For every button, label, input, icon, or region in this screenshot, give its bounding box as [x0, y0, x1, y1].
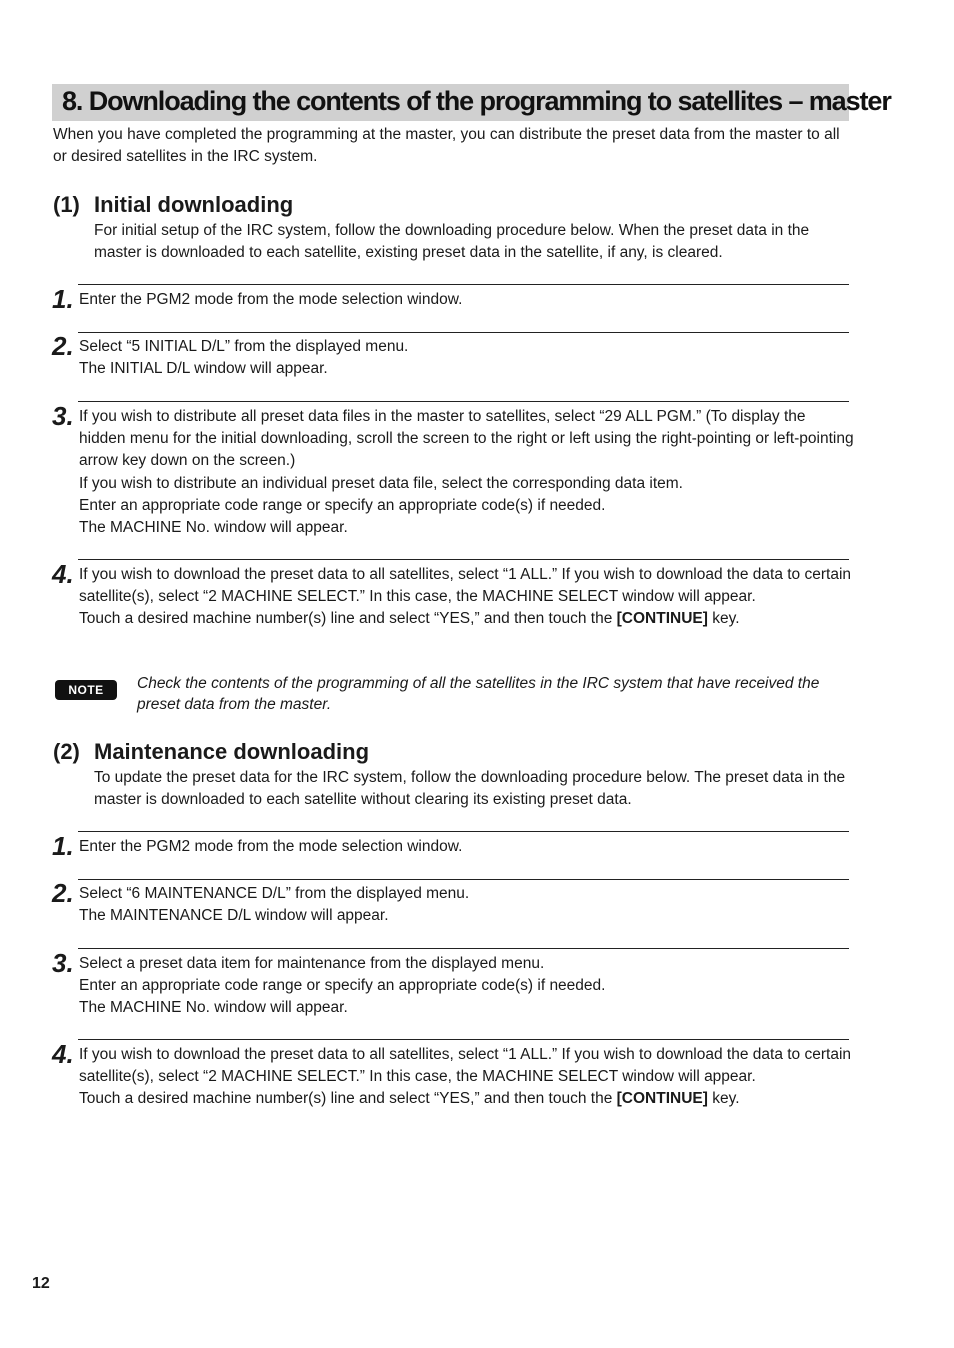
step-line [79, 1088, 854, 1110]
step-line: Select “6 MAINTENANCE D/L” from the displayed menu. [79, 885, 470, 902]
step-line: Enter an appropriate code range or specify an appropriate code(s) if needed. [79, 977, 606, 995]
step-text [79, 289, 854, 311]
section-title: Initial downloading [94, 192, 294, 217]
section-heading-maintenance [53, 739, 369, 765]
step-number: 3. [52, 948, 74, 978]
step-line: The INITIAL D/L window will appear. [79, 360, 328, 378]
page-number: 12 [32, 1275, 50, 1292]
step-line: If you wish to distribute all preset data files in the master to satellites, select “29 ALL PGM.” (To display the hidden menu for the initial downloading, scroll the screen to the right or left using the right-pointing or left-pointing arrow key down on the screen.) [79, 408, 854, 470]
step-line: Enter an appropriate code range or specify an appropriate code(s) if needed. [79, 496, 606, 514]
step-line-text: key. [707, 1090, 740, 1108]
step-text [79, 406, 854, 539]
step-line: If you wish to distribute an individual preset data file, select the corresponding data item. [79, 474, 683, 492]
step-divider [78, 831, 849, 832]
step-divider [78, 401, 849, 402]
step-number: 2. [52, 878, 74, 908]
step-line [79, 608, 854, 630]
step-line: Select “5 INITIAL D/L” from the displayed menu. [79, 338, 409, 355]
step-text [79, 836, 854, 858]
page-title: 8. Downloading the contents of the programming to satellites – master [62, 86, 891, 116]
step-line: The MACHINE No. window will appear. [79, 999, 348, 1017]
section-number: (1) [53, 192, 80, 217]
step-divider [78, 332, 849, 333]
step-text [79, 883, 854, 927]
step-line-text: key. [707, 610, 740, 628]
step-text [79, 1044, 854, 1111]
step-number: 4. [52, 559, 74, 589]
step-number: 2. [52, 331, 74, 361]
step-number: 4. [52, 1039, 74, 1069]
step-line: Enter the PGM2 mode from the mode selection window. [79, 291, 463, 308]
continue-key-label: [CONTINUE] [616, 1090, 708, 1108]
step-number: 1. [52, 831, 74, 861]
step-divider [78, 1039, 849, 1040]
step-divider [78, 948, 849, 949]
note-text: Check the contents of the programming of all the satellites in the IRC system that have received the preset data from the master. [137, 675, 820, 713]
step-line-text: Touch a desired machine number(s) line and select “YES,” and then touch the [79, 610, 617, 628]
page-title-bar [52, 84, 891, 121]
step-divider [78, 879, 849, 880]
section-description: To update the preset data for the IRC system, follow the downloading procedure below. The preset data in the master is downloaded to each satellite without clearing its existing preset data. [94, 769, 846, 808]
step-line: If you wish to download the preset data to all satellites, select “1 ALL.” If you wish to download the data to certain satellite(s), select “2 MACHINE SELECT.” In this case, the MACHINE SELECT window will appear. [79, 1046, 852, 1086]
step-line: Enter the PGM2 mode from the mode selection window. [79, 838, 463, 855]
step-text [79, 336, 854, 380]
section-title: Maintenance downloading [94, 739, 370, 764]
step-divider [78, 559, 849, 560]
step-divider [78, 284, 849, 285]
continue-key-label: [CONTINUE] [616, 610, 708, 628]
section-number: (2) [53, 739, 80, 764]
step-line-text: Touch a desired machine number(s) line and select “YES,” and then touch the [79, 1090, 617, 1108]
step-line: The MACHINE No. window will appear. [79, 519, 348, 537]
intro-paragraph: When you have completed the programming at the master, you can distribute the preset data from the master to all or desired satellites in the IRC system. [53, 126, 840, 165]
section-description: For initial setup of the IRC system, follow the downloading procedure below. When the preset data in the master is downloaded to each satellite, existing preset data in the satellite, if any, is cleared. [94, 222, 810, 261]
step-number: 1. [52, 284, 74, 314]
step-text [79, 564, 854, 631]
step-line: Select a preset data item for maintenance from the displayed menu. [79, 955, 545, 972]
step-line: The MAINTENANCE D/L window will appear. [79, 907, 389, 925]
step-text [79, 953, 854, 1020]
step-line: If you wish to download the preset data to all satellites, select “1 ALL.” If you wish to download the data to certain satellite(s), select “2 MACHINE SELECT.” In this case, the MACHINE SELECT window will appear. [79, 566, 852, 606]
note-badge: NOTE [55, 680, 117, 700]
step-number: 3. [52, 401, 74, 431]
section-heading-initial [53, 192, 293, 218]
